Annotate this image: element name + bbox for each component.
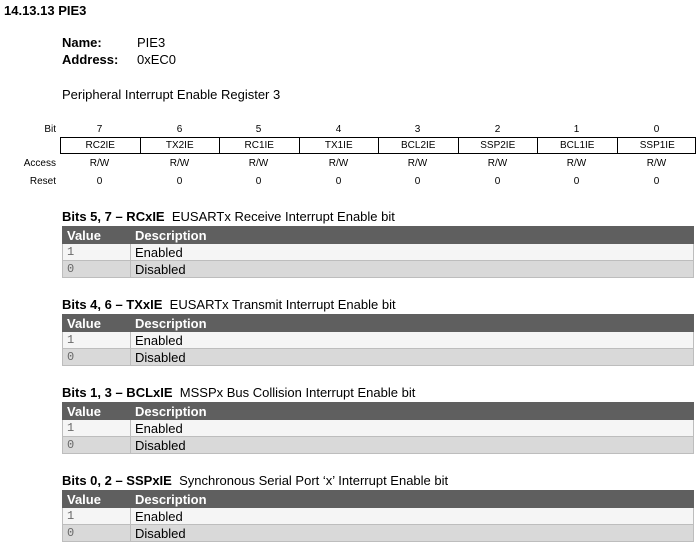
reset-cell: 0 [176, 176, 183, 187]
access-cell: R/W [487, 158, 508, 169]
address-label: Address: [62, 52, 119, 67]
register-description: Peripheral Interrupt Enable Register 3 [62, 87, 281, 102]
value-cell: 1 [63, 508, 131, 525]
header-value: Value [63, 403, 131, 420]
reset-cell: 0 [255, 176, 262, 187]
access-cell: R/W [248, 158, 269, 169]
header-description: Description [131, 403, 694, 420]
description-cell: Enabled [131, 332, 694, 349]
reset-cell: 0 [96, 176, 103, 187]
description-cell: Disabled [131, 261, 694, 278]
access-cell: R/W [407, 158, 428, 169]
table-row [63, 244, 694, 261]
table-row [63, 261, 694, 278]
reset-cell: 0 [573, 176, 580, 187]
bits-title [62, 209, 395, 224]
table-row [63, 332, 694, 349]
description-cell: Enabled [131, 244, 694, 261]
access-row [20, 156, 700, 172]
field-cell: TX2IE [141, 138, 221, 153]
value-cell: 1 [63, 420, 131, 437]
bit-label: Bit [44, 124, 56, 135]
header-description: Description [131, 227, 694, 244]
reset-cell: 0 [414, 176, 421, 187]
field-cell: RC1IE [220, 138, 300, 153]
access-cell: R/W [646, 158, 667, 169]
table-header [63, 315, 694, 332]
bits-title [62, 385, 415, 400]
bit-number: 0 [653, 124, 660, 135]
header-description: Description [131, 315, 694, 332]
reset-cell: 0 [494, 176, 501, 187]
field-cell: BCL2IE [379, 138, 459, 153]
value-cell: 1 [63, 332, 131, 349]
field-cell: BCL1IE [538, 138, 618, 153]
address-value: 0xEC0 [137, 52, 177, 67]
table-row [63, 508, 694, 525]
bit-table [62, 490, 694, 542]
bits-text: EUSARTx Receive Interrupt Enable bit [171, 209, 395, 224]
header-value: Value [63, 491, 131, 508]
access-cell: R/W [89, 158, 110, 169]
name-row [62, 35, 165, 50]
address-row [62, 52, 176, 67]
bit-number: 2 [494, 124, 501, 135]
field-cell: RC2IE [61, 138, 141, 153]
bit-number: 7 [96, 124, 103, 135]
bit-number: 3 [414, 124, 421, 135]
field-row [60, 137, 696, 154]
table-header [63, 227, 694, 244]
field-cell: TX1IE [300, 138, 380, 153]
header-description: Description [131, 491, 694, 508]
reset-cell: 0 [653, 176, 660, 187]
value-cell: 1 [63, 244, 131, 261]
access-cell: R/W [169, 158, 190, 169]
description-cell: Enabled [131, 508, 694, 525]
description-cell: Disabled [131, 525, 694, 542]
description-cell: Enabled [131, 420, 694, 437]
bits-range: Bits 1, 3 – BCLxIE [62, 385, 173, 400]
value-cell: 0 [63, 349, 131, 366]
description-cell: Disabled [131, 437, 694, 454]
bit-row [20, 122, 700, 138]
bits-range: Bits 0, 2 – SSPxIE [62, 473, 172, 488]
reset-label: Reset [29, 176, 56, 187]
value-cell: 0 [63, 261, 131, 278]
bit-number: 4 [335, 124, 342, 135]
value-cell: 0 [63, 437, 131, 454]
bit-number: 6 [176, 124, 183, 135]
reset-row [20, 174, 700, 190]
bits-text: MSSPx Bus Collision Interrupt Enable bit [179, 385, 416, 400]
bits-text: EUSARTx Transmit Interrupt Enable bit [169, 297, 396, 312]
access-label: Access [23, 158, 56, 169]
bit-table [62, 226, 694, 278]
table-row [63, 420, 694, 437]
value-cell: 0 [63, 525, 131, 542]
access-cell: R/W [566, 158, 587, 169]
table-row [63, 349, 694, 366]
name-label: Name: [62, 35, 102, 50]
bit-table [62, 314, 694, 366]
field-cell: SSP2IE [459, 138, 539, 153]
bits-text: Synchronous Serial Port ‘x’ Interrupt Enable bit [179, 473, 449, 488]
table-row [63, 437, 694, 454]
table-header [63, 403, 694, 420]
table-header [63, 491, 694, 508]
bit-number: 1 [573, 124, 580, 135]
access-cell: R/W [328, 158, 349, 169]
field-cell: SSP1IE [639, 140, 675, 151]
header-value: Value [63, 315, 131, 332]
description-cell: Disabled [131, 349, 694, 366]
name-value: PIE3 [137, 35, 166, 50]
reset-cell: 0 [335, 176, 342, 187]
header-value: Value [63, 227, 131, 244]
bits-title [62, 297, 396, 312]
table-row [63, 525, 694, 542]
bits-title [62, 473, 448, 488]
bit-table [62, 402, 694, 454]
bit-number: 5 [255, 124, 262, 135]
section-title: 14.13.13 PIE3 [4, 3, 87, 18]
bits-range: Bits 4, 6 – TXxIE [62, 297, 163, 312]
bits-range: Bits 5, 7 – RCxIE [62, 209, 165, 224]
